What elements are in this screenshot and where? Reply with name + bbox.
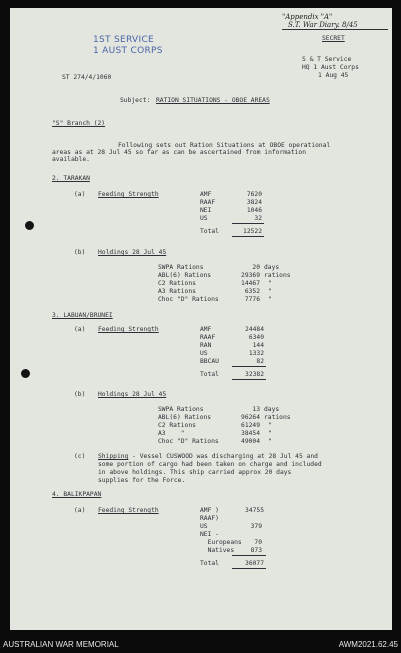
s3-feed-unit: RAN [200, 342, 212, 349]
s3-feed-value: 1332 [248, 350, 264, 357]
from-line-2: HQ 1 Aust Corps [302, 64, 359, 71]
s4-total-value: 36077 [245, 560, 264, 567]
s2-feed-unit: RAAF [200, 199, 216, 206]
section-4-heading: 4. BALIKPAPAN [52, 491, 102, 498]
shipping-line-4: supplies for the Force. [98, 477, 186, 484]
s3-total-rule [232, 366, 266, 367]
s4-total-rule-bottom [232, 568, 266, 569]
s2-hold-unit: rations [264, 272, 291, 279]
s2-feed-value: 1046 [246, 207, 262, 214]
handwritten-annotation [282, 13, 358, 29]
s3-hold-item: SWPA Rations [158, 406, 204, 413]
footer-accession: AWM2021.62.45 [338, 640, 398, 649]
s4-feed-unit: RAAF) [200, 515, 219, 522]
punch-hole [25, 221, 34, 230]
s4-feed-value: 379 [250, 523, 262, 530]
s3-hold-item: ABL(6) Rations [158, 414, 212, 421]
branch-reference [52, 120, 105, 127]
s3-feed-value: 6340 [248, 334, 264, 341]
s3-hold-unit: " [268, 422, 272, 429]
shipping-title: Shipping [98, 453, 129, 460]
section-3c-label: (c) [74, 453, 86, 460]
s3-hold-item: C2 Rations [158, 422, 196, 429]
shipping-line-3: in above holdings. This ship carried approx 20 days [98, 469, 292, 476]
stamp-line-2: 1 AUST CORPS [93, 46, 163, 56]
s2-hold-qty: 20 [252, 264, 260, 271]
s2-feed-value: 32 [254, 215, 262, 222]
s4-feed-value: 873 [250, 547, 262, 554]
s3-feed-unit: RAAF [200, 334, 216, 341]
section-2a-title: Feeding Strength [98, 191, 159, 198]
s4-feed-value: 34755 [245, 507, 264, 514]
s2-feed-value: 3824 [246, 199, 262, 206]
s3-hold-unit: " [268, 438, 272, 445]
s2-hold-qty: 7776 [244, 296, 260, 303]
s2-hold-item: SWPA Rations [158, 264, 204, 271]
s3-feed-unit: AMF [200, 326, 212, 333]
s4-total-rule [232, 555, 266, 556]
punch-hole [21, 369, 30, 378]
reference-number: ST 274/4/1060 [62, 74, 112, 81]
subject-label: Subject: [120, 97, 151, 104]
section-2a-label: (a) [74, 191, 86, 198]
annotation-underline [282, 29, 388, 30]
s2-hold-item: Choc "D" Rations [158, 296, 219, 303]
stamp-line-1: 1ST SERVICE [93, 35, 155, 45]
section-4a-label: (a) [74, 507, 86, 514]
s3-hold-unit: " [268, 430, 272, 437]
s2-total-value: 12522 [243, 228, 262, 235]
s3-feed-unit: BBCAU [200, 358, 219, 365]
s3-feed-value: 144 [252, 342, 264, 349]
s3-total-label: Total [200, 371, 219, 378]
annotation-line-1: "Appendix "A" [282, 13, 333, 21]
security-classification: SECRET [322, 35, 345, 42]
s2-hold-qty: 29369 [241, 272, 260, 279]
s3-total-value: 32382 [245, 371, 264, 378]
document-page [10, 8, 392, 630]
s3-hold-unit: days [264, 406, 280, 413]
s2-hold-qty: 6352 [244, 288, 260, 295]
shipping-line-2: some portion of cargo had been taken on charge and included [98, 461, 322, 468]
s4-feed-unit: NEI - [200, 531, 219, 538]
s4-feed-unit: Natives [200, 547, 235, 554]
intro-line-2: areas as at 28 Jul 45 so far as can be ascertained from information [52, 149, 307, 156]
shipping-line-1 [98, 453, 318, 460]
s3-hold-qty: 38454 [241, 430, 260, 437]
s2-hold-item: ABL(6) Rations [158, 272, 212, 279]
s3-hold-item: Choc "D" Rations [158, 438, 219, 445]
from-line-1: S & T Service [302, 56, 352, 63]
s2-total-rule [232, 223, 264, 224]
s2-feed-unit: US [200, 215, 208, 222]
s4-feed-unit: US [200, 523, 208, 530]
section-2b-label: (b) [74, 249, 86, 256]
s2-feed-unit: AMF [200, 191, 212, 198]
s3-hold-qty: 96264 [241, 414, 260, 421]
intro-line-3: available. [52, 156, 90, 163]
s3-hold-qty: 49004 [241, 438, 260, 445]
s4-feed-unit: Europeans [200, 539, 242, 546]
s3-total-rule-bottom [232, 379, 266, 380]
section-3b-label: (b) [74, 391, 86, 398]
intro-line-1: Following sets out Ration Situations at OBOE operational [118, 142, 331, 149]
section-2-heading: 2. TARAKAN [52, 175, 90, 182]
s2-hold-unit: " [268, 280, 272, 287]
s3-hold-qty: 13 [252, 406, 260, 413]
from-line-3: 1 Aug 45 [318, 72, 349, 79]
s2-total-label: Total [200, 228, 219, 235]
annotation-line-2: S.T. War Diary. 8/45 [288, 21, 358, 29]
section-3a-label: (a) [74, 326, 86, 333]
s2-feed-unit: NEI [200, 207, 212, 214]
section-4a-title: Feeding Strength [98, 507, 159, 514]
s2-total-rule-bottom [232, 236, 264, 237]
s2-hold-unit: days [264, 264, 280, 271]
s2-hold-item: C2 Rations [158, 280, 196, 287]
unit-stamp [93, 35, 163, 57]
section-2b-title: Holdings 28 Jul 45 [98, 249, 167, 256]
s3-feed-value: 24484 [245, 326, 264, 333]
shipping-line-1-text: - Vessel CUSWOOD was discharging at 28 Jul 45 and [128, 453, 318, 460]
s3-feed-value: 82 [256, 358, 264, 365]
footer-source: AUSTRALIAN WAR MEMORIAL [3, 640, 119, 649]
s2-hold-item: A3 Rations [158, 288, 196, 295]
s4-total-label: Total [200, 560, 219, 567]
section-3-heading: 3. LABUAN/BRUNEI [52, 312, 113, 319]
section-3b-title: Holdings 28 Jul 45 [98, 391, 167, 398]
s3-hold-item: A3 " [158, 430, 185, 437]
s3-hold-qty: 61249 [241, 422, 260, 429]
section-3a-title: Feeding Strength [98, 326, 159, 333]
s2-hold-unit: " [268, 296, 272, 303]
s2-hold-unit: " [268, 288, 272, 295]
s4-feed-value: 70 [254, 539, 262, 546]
subject-title: RATION SITUATIONS - OBOE AREAS [156, 97, 270, 104]
s2-hold-qty: 14467 [241, 280, 260, 287]
s4-feed-unit: AMF ) [200, 507, 219, 514]
s3-feed-unit: US [200, 350, 208, 357]
s3-hold-unit: rations [264, 414, 291, 421]
branch-text: "S" Branch (2) [52, 120, 106, 127]
s2-feed-value: 7620 [246, 191, 262, 198]
